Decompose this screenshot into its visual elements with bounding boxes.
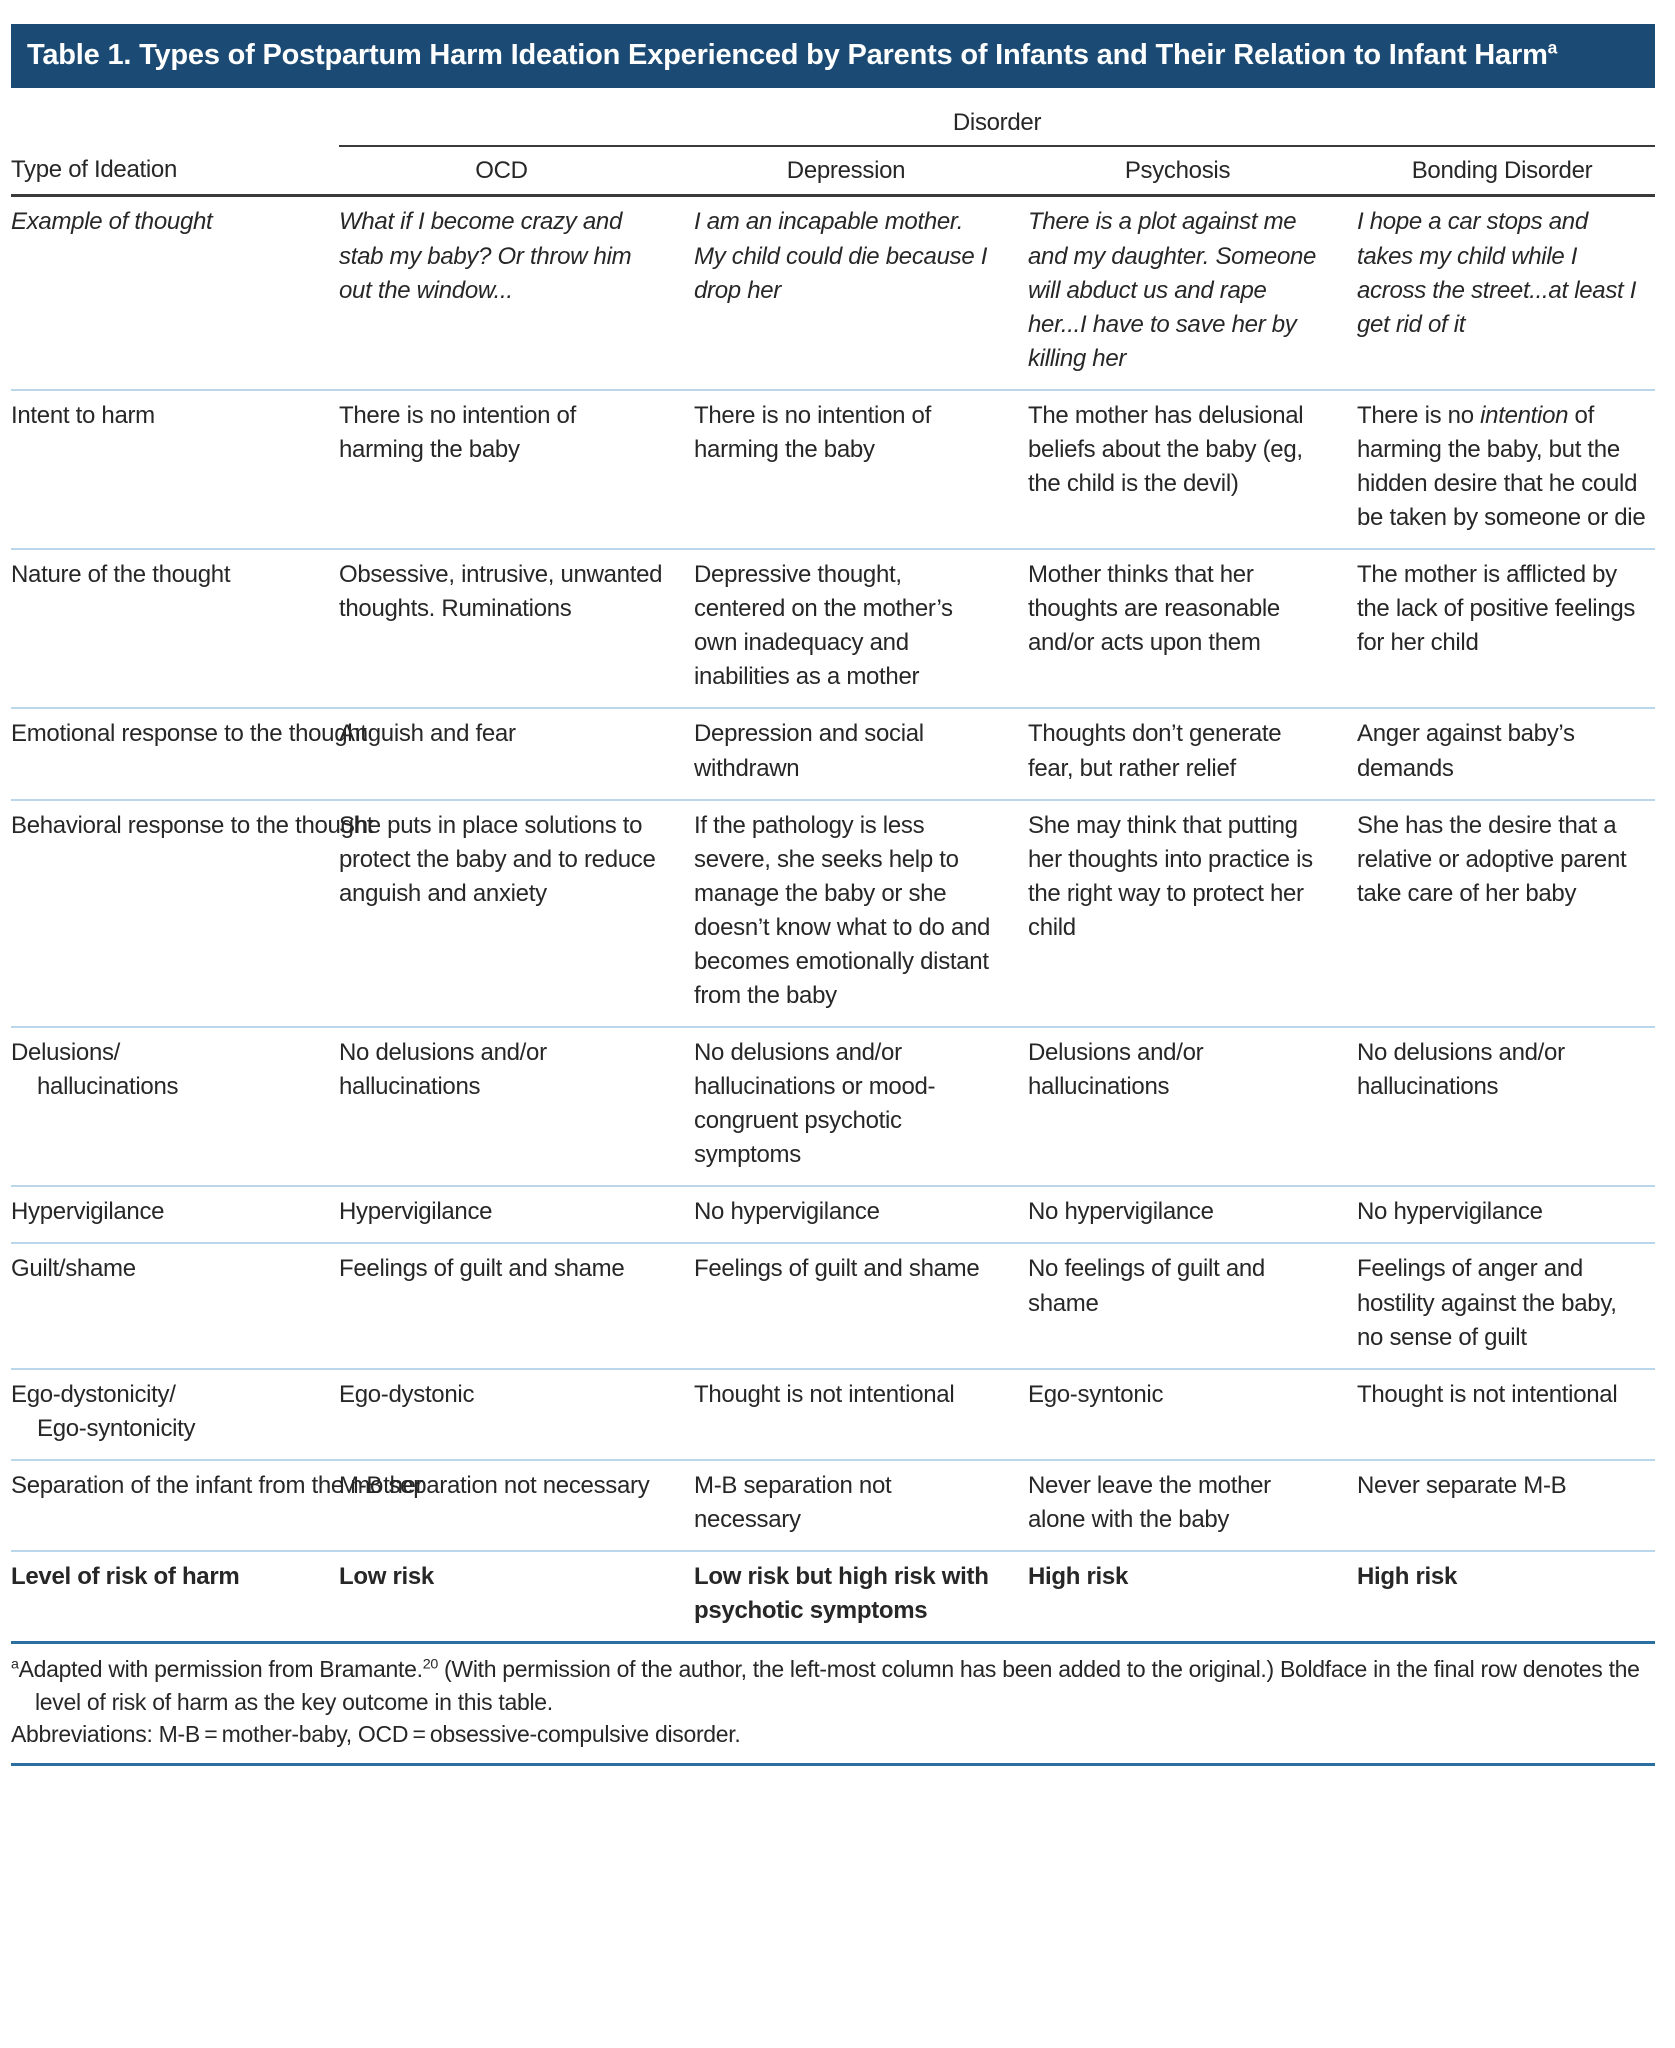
row-label: Level of risk of harm [11, 1551, 339, 1641]
table-cell: Low risk [339, 1551, 694, 1641]
footnote-reference-number: 20 [422, 1656, 438, 1673]
footnotes [11, 1641, 1655, 1766]
table-cell: Hypervigilance [339, 1186, 694, 1243]
table-cell: I hope a car stops and takes my child while I across the street...at least I get rid of it [1357, 208, 1637, 338]
column-header-depression: Depression [694, 146, 1028, 196]
table-title-bar [11, 24, 1655, 88]
table-row [11, 1243, 1655, 1368]
table-row [11, 1027, 1655, 1186]
column-header-bonding-disorder: Bonding Disorder [1357, 146, 1655, 196]
row-label: Separation of the infant from the mother [11, 1460, 339, 1551]
table-cell: M-B separation not necessary [694, 1460, 1028, 1551]
table-row [11, 800, 1655, 1027]
table-cell: She puts in place solutions to protect the baby and to reduce anguish and anxiety [339, 800, 694, 1027]
table-cell: The mother is afflicted by the lack of positive feelings for her child [1357, 549, 1655, 708]
table-cell: Ego-dystonic [339, 1369, 694, 1460]
table-body [11, 196, 1655, 1641]
table-row [11, 1460, 1655, 1551]
table-row [11, 1369, 1655, 1460]
row-label: Delusions/hallucinations [11, 1027, 339, 1186]
table-cell: There is a plot against me and my daughter. Someone will abduct us and rape her...I have to save her by killing her [1028, 208, 1317, 372]
column-header-psychosis: Psychosis [1028, 146, 1357, 196]
table-cell: There is no intention of harming the baby [339, 390, 694, 549]
table-cell: Depression and social withdrawn [694, 708, 1028, 799]
table-row [11, 1551, 1655, 1641]
table-row [11, 390, 1655, 549]
table-cell: Mother thinks that her thoughts are reasonable and/or acts upon them [1028, 549, 1357, 708]
table-row [11, 549, 1655, 708]
table-title: Table 1. Types of Postpartum Harm Ideation Experienced by Parents of Infants and Their Relation to Infant Harm [27, 39, 1548, 71]
column-header-row [11, 146, 1655, 196]
title-footnote-marker: a [1547, 37, 1558, 58]
row-label: Emotional response to the thought [11, 708, 339, 799]
data-table [11, 102, 1655, 1641]
table-cell: Ego-syntonic [1028, 1369, 1357, 1460]
footnote-marker: a [11, 1656, 19, 1673]
table-cell: High risk [1357, 1551, 1655, 1641]
table-cell: Thought is not intentional [694, 1369, 1028, 1460]
spanner-spacer [11, 102, 339, 146]
table-cell: Thoughts don’t generate fear, but rather relief [1028, 708, 1357, 799]
column-header-ocd: OCD [339, 146, 694, 196]
table-cell: Obsessive, intrusive, unwanted thoughts. Ruminations [339, 549, 694, 708]
table-cell: High risk [1028, 1551, 1357, 1641]
table-cell: There is no intention of harming the baby, but the hidden desire that he could be taken by someone or die [1357, 390, 1655, 549]
footnote-text-after-ref: (With permission of the author, the left-most column has been added to the original.) Boldface in the final row denotes the level of risk of harm as the key outcome in this table. [35, 1656, 1640, 1715]
table-cell: She may think that putting her thoughts into practice is the right way to protect her child [1028, 800, 1357, 1027]
footnote-text-before-ref: Adapted with permission from Bramante. [18, 1656, 423, 1683]
table-row [11, 1186, 1655, 1243]
disorder-spanner-heading: Disorder [339, 102, 1655, 146]
row-label: Behavioral response to the thought [11, 800, 339, 1027]
footnote-note [11, 1653, 1651, 1718]
column-header-type-of-ideation: Type of Ideation [11, 146, 339, 196]
table-cell: She has the desire that a relative or adoptive parent take care of her baby [1357, 800, 1655, 1027]
table-cell: Thought is not intentional [1357, 1369, 1655, 1460]
abbreviations-note: Abbreviations: M-B = mother-baby, OCD = obsessive-compulsive disorder. [11, 1721, 741, 1748]
table-row [11, 196, 1655, 390]
table-cell: What if I become crazy and stab my baby? Or throw him out the window... [339, 208, 632, 304]
table-cell: Depressive thought, centered on the mother’s own inadequacy and inabilities as a mother [694, 549, 1028, 708]
table-cell: There is no intention of harming the baby [694, 390, 1028, 549]
table-cell: The mother has delusional beliefs about the baby (eg, the child is the devil) [1028, 390, 1357, 549]
table-cell: Anguish and fear [339, 708, 694, 799]
spanner-row [11, 102, 1655, 146]
row-label: Intent to harm [11, 390, 339, 549]
table-row [11, 708, 1655, 799]
table-cell: Never leave the mother alone with the baby [1028, 1460, 1357, 1551]
row-label: Nature of the thought [11, 549, 339, 708]
table-cell: No hypervigilance [694, 1186, 1028, 1243]
table-cell: No delusions and/or hallucinations or mood-congruent psychotic symptoms [694, 1027, 1028, 1186]
table-cell: Feelings of guilt and shame [339, 1243, 694, 1368]
row-label: Hypervigilance [11, 1186, 339, 1243]
table-cell: Low risk but high risk with psychotic symptoms [694, 1551, 1028, 1641]
row-label: Example of thought [11, 208, 213, 236]
table-cell: Feelings of anger and hostility against the baby, no sense of guilt [1357, 1243, 1655, 1368]
table-cell: No delusions and/or hallucinations [339, 1027, 694, 1186]
table-cell: If the pathology is less severe, she seeks help to manage the baby or she doesn’t know what to do and becomes emotionally distant from the baby [694, 800, 1028, 1027]
table-cell: Anger against baby’s demands [1357, 708, 1655, 799]
table-cell: Delusions and/or hallucinations [1028, 1027, 1357, 1186]
table-cell: No hypervigilance [1357, 1186, 1655, 1243]
table-cell: No feelings of guilt and shame [1028, 1243, 1357, 1368]
table-cell: No delusions and/or hallucinations [1357, 1027, 1655, 1186]
row-label: Ego-dystonicity/Ego-syntonicity [11, 1369, 339, 1460]
table-cell: Feelings of guilt and shame [694, 1243, 1028, 1368]
table-cell: I am an incapable mother. My child could die because I drop her [694, 208, 988, 304]
table-cell: Never separate M-B [1357, 1460, 1655, 1551]
table-cell: No hypervigilance [1028, 1186, 1357, 1243]
table-cell: M-B separation not necessary [339, 1460, 694, 1551]
row-label: Guilt/shame [11, 1243, 339, 1368]
